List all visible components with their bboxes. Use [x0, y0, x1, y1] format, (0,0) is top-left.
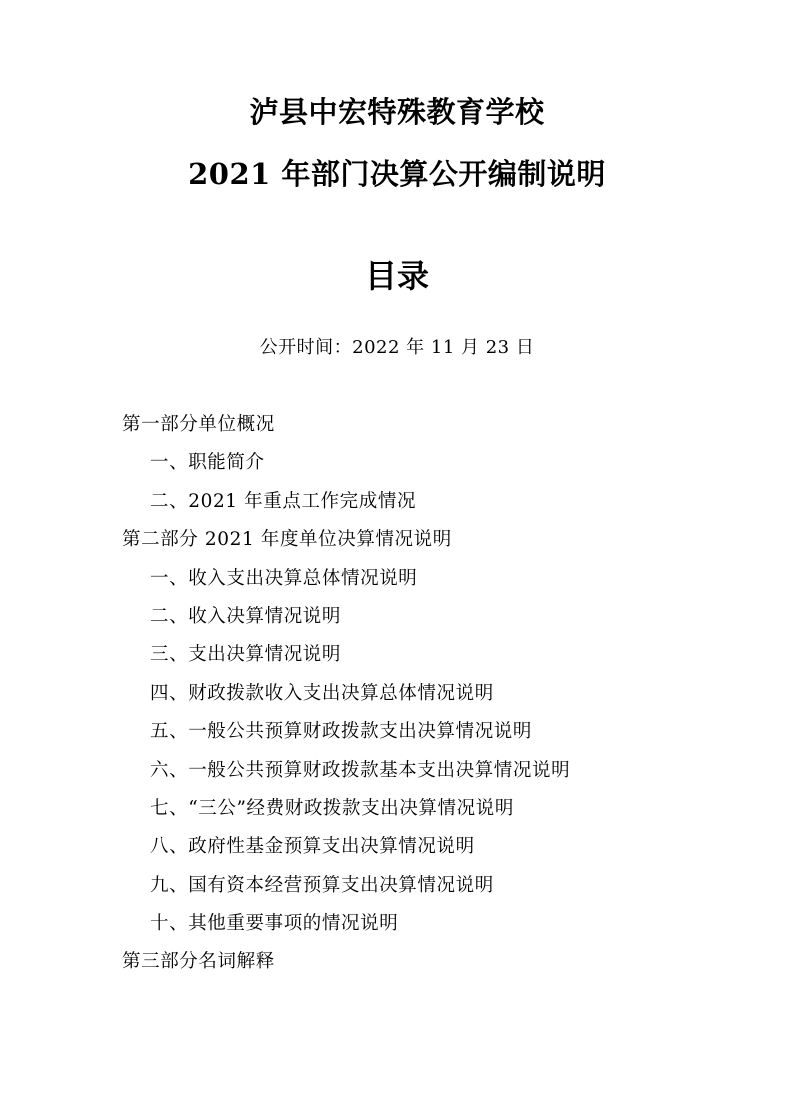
publish-date: 公开时间：2022 年 11 月 23 日: [259, 337, 535, 358]
toc-item: 二、2021 年重点工作完成情况: [150, 490, 417, 512]
toc-item: 六、一般公共预算财政拨款基本支出决算情况说明: [150, 759, 571, 781]
toc-item: 九、国有资本经营预算支出决算情况说明: [150, 874, 494, 896]
toc-item: 二、收入决算情况说明: [150, 605, 342, 627]
toc-heading: 目录: [364, 257, 429, 295]
document-title-line1: 泸县中宏特殊教育学校: [249, 95, 545, 129]
table-of-contents: [122, 410, 762, 986]
toc-item: 五、一般公共预算财政拨款支出决算情况说明: [150, 721, 533, 743]
toc-part-1: 第一部分单位概况: [122, 414, 275, 435]
toc-part-3: 第三部分名词解释: [122, 951, 275, 973]
toc-item: 八、政府性基金预算支出决算情况说明: [150, 836, 475, 858]
toc-item: 四、财政拨款收入支出决算总体情况说明: [150, 682, 494, 704]
toc-item: 一、收入支出决算总体情况说明: [150, 567, 418, 589]
toc-item: 十、其他重要事项的情况说明: [150, 913, 399, 935]
toc-item: 七、“三公”经费财政拨款支出决算情况说明: [150, 797, 514, 819]
toc-part-2: 第二部分 2021 年度单位决算情况说明: [122, 529, 452, 551]
document-title-line2: 2021 年部门决算公开编制说明: [188, 157, 606, 191]
toc-item: 三、支出决算情况说明: [150, 644, 342, 666]
toc-item: 一、职能简介: [150, 452, 265, 474]
